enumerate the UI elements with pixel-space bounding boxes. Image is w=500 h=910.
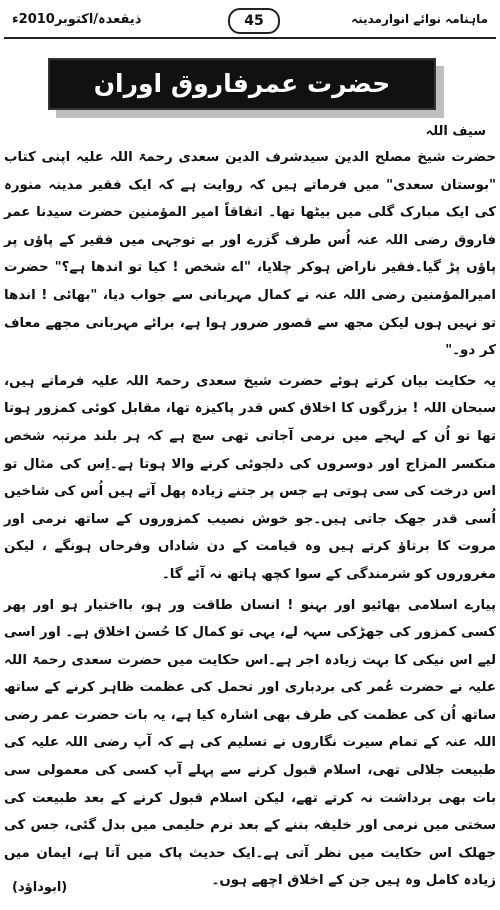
article-title: حضرت عمرفاروق اوران کاحسن اخلاق bbox=[48, 58, 436, 110]
page-number-badge: 45 bbox=[228, 8, 280, 34]
page-header bbox=[4, 3, 496, 39]
issue-date: ذیقعدہ/اکتوبر2010ء bbox=[12, 12, 142, 27]
author-name: سیف اللہ bbox=[425, 124, 486, 139]
article-body bbox=[4, 144, 496, 898]
paragraph-3: پیارے اسلامی بھائیو اور بہنو ! انسان طاقت ور ہو، بااختیار ہو اور پھر کسی کمزور کی جھڑکی سہہ لے، یہی تو کمال کا حُسن اخلاق ہے۔ اور اسی لیے اس نیکی کا بہت زیادہ اجر ہے۔اس حکایت میں حضرت سعدی رحمۃ اللہ علیہ نے حضرت عُمر کی بردباری اور تحمل کی عظمت ظاہر کرنے کے ساتھ ساتھ اُن کی عظمت کی طرف بھی اشارہ کیا ہے، یہ بات حضرت عمر رضی اللہ عنہ کے تمام سیرت نگاروں نے تسلیم کی ہے کہ آپ رضی اللہ علیہ کی طبیعت جلالی تھی، اسلام قبول کرنے سے پہلے آپ کسی کی معمولی سی بات بھی برداشت نہ کرتے تھے، لیکن اسلام قبول کرنے کے بعد طبیعت کی سختی میں نرمی اور خلیفہ بننے کے بعد نرم حلیمی میں بدل گئی، جس کی جھلک اس حکایت میں نظر آتی ہے۔ایک حدیث پاک میں آتا ہے، ایمان میں زیادہ کامل وہ ہیں جن کے اخلاق اچھے ہوں۔ bbox=[4, 597, 496, 889]
article-title-banner bbox=[48, 58, 446, 146]
magazine-name: ماہنامہ نوائے انوارمدینہ bbox=[351, 12, 488, 26]
paragraph-2: یہ حکایت بیان کرتے ہوئے حضرت شیخ سعدی رحمۃ اللہ علیہ فرماتے ہیں، سبحان اللہ ! بزرگوں کا اخلاق کس قدر پاکیزہ تھا، مقابل کوئی کمزور ہوتا تھا تو اُن کے لہجے میں نرمی آجاتی تھی سچ ہے کہ ہر بلند مرتبہ شخص منکسر المزاج اور دوسروں کی دلجوئی کرنے والا ہوتا ہے۔اِس کی مثال تو اس درخت کی سی ہوتی ہے جس پر جتنے زیادہ پھل آتے ہیں اُس کی شاخیں اُسی قدر جھک جاتی ہیں۔جو خوش نصیب کمزوروں کے ساتھ نرمی اور مروت کا برتاؤ کرتے ہیں وہ قیامت کے دن شاداں وفرحاں ہونگے ، لیکن مغروروں کو شرمندگی کے سوا کچھ ہاتھ نہ آئے گا۔ bbox=[4, 373, 496, 582]
hadith-reference: (ابوداؤد) bbox=[12, 880, 68, 895]
paragraph-1: حضرت شیخ مصلح الدین سیدشرف الدین سعدی رحمۃ اللہ علیہ اپنی کتاب "بوستان سعدی" میں فرماتے ہیں کہ روایت ہے کہ ایک فقیر مدینہ منورہ کی ایک مبارک گلی میں بیٹھا تھا۔ اتفاقاً امیر المؤمنین حضرت سیدنا عمر فاروق رضی اللہ عنہ اُس طرف گزرے اور بے توجہی میں فقیر کے پاؤں پر پاؤں پڑ گیا۔فقیر ناراض ہوکر چلایا، "اے شخص ! کیا تو اندھا ہے؟" حضرت امیرالمؤمنین رضی اللہ عنہ نے کمال مہربانی سے جواب دیا، "بھائی ! اندھا تو نہیں ہوں لیکن مجھ سے قصور ضرور ہوا ہے، برائے مہربانی مجھے معاف کر دو۔" bbox=[4, 150, 496, 359]
